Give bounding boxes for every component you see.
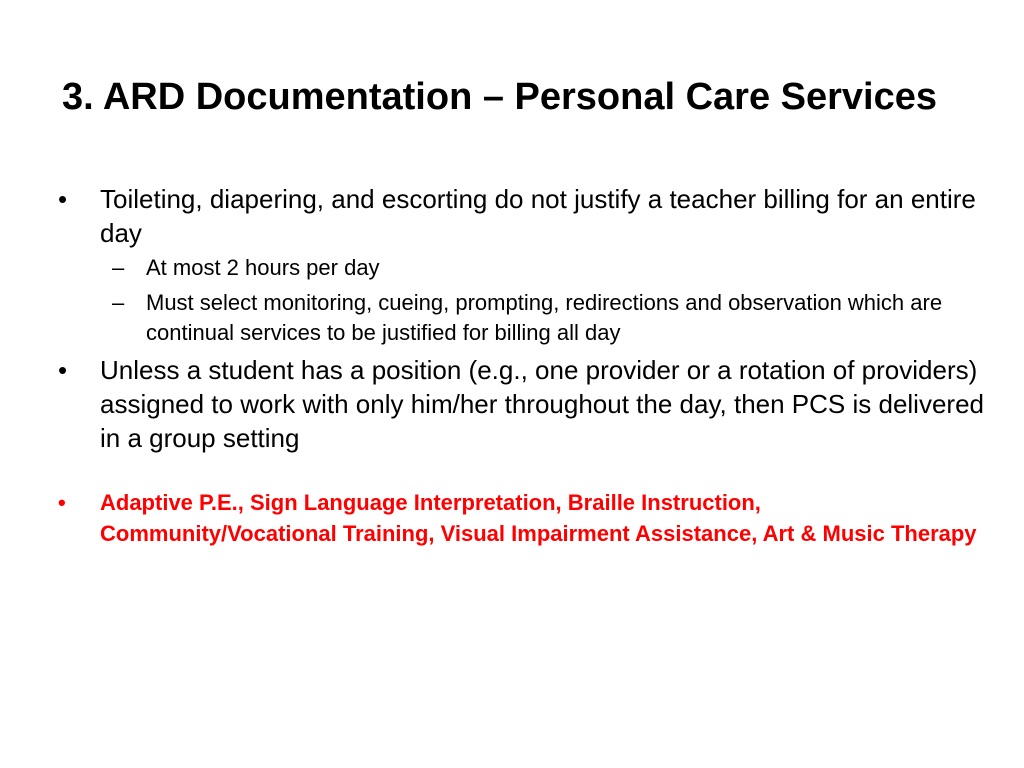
slide-title: 3. ARD Documentation – Personal Care Services [62, 76, 938, 118]
bullet-marker: • [58, 184, 68, 214]
sub-bullet-monitoring [100, 288, 986, 348]
bullet-toileting [56, 182, 986, 348]
bullet-position [56, 353, 986, 455]
bullet-text: Unless a student has a position (e.g., one provider or a rotation of providers) assigned to work with only him/her throughout the day, then PCS is delivered in a group setting [100, 355, 984, 453]
sub-bullet-list [100, 253, 986, 348]
sub-bullet-text: At most 2 hours per day [146, 255, 380, 280]
bullet-marker: • [58, 490, 66, 515]
sub-bullet-text: Must select monitoring, cueing, prompting, redirections and observation which are continual services to be justified for billing all day [146, 290, 943, 345]
dash-marker: – [112, 255, 125, 280]
bullet-services-highlight [56, 487, 986, 549]
sub-bullet-hours [100, 253, 986, 283]
bullet-text: Adaptive P.E., Sign Language Interpretation, Braille Instruction, Community/Vocational Training, Visual Impairment Assistance, Art & Music Therapy [100, 490, 977, 546]
bullet-text: Toileting, diapering, and escorting do not justify a teacher billing for an entire day [100, 184, 976, 248]
bullet-marker: • [58, 355, 68, 385]
bullet-list [56, 182, 986, 549]
dash-marker: – [112, 290, 125, 315]
